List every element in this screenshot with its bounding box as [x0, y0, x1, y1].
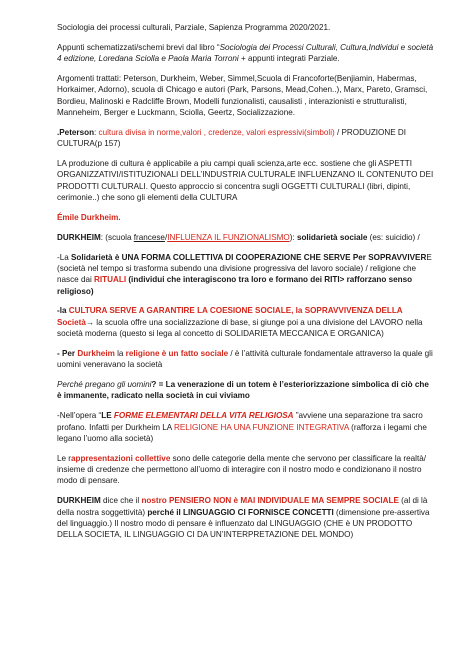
text-run: ): — [289, 232, 297, 242]
durkheim-label: DURKHEIM — [57, 496, 101, 506]
text-run: -La — [57, 252, 72, 262]
influence-functionalism: INFLUENZA IL FUNZIONALISMO — [167, 232, 290, 242]
source-intro: Appunti schematizzati/schemi brevi dal libro “ — [57, 42, 220, 52]
culture-cohesion: CULTURA SERVE A GARANTIRE LA COESIONE SOCIALE, la SOPRAVVIVENZA DELLA Società — [57, 306, 403, 327]
text-run: / è l’attività culturale fondamentale attraverso la quale gli uomini veneravano la società — [57, 348, 433, 370]
text-run: : (scuola — [100, 232, 134, 242]
text-run: la — [114, 348, 126, 358]
peterson-production: / PRODUZIONE DI CULTURA(p 157) — [57, 127, 407, 149]
production-text: LA produzione di cultura è applicabile a piu campi quali scienza,arte ecc. sostiene che gli ASPETTI ORGANIZZATIVI/ISTITUZIONALI DELL’INDUSTRIA CULTURALE INFLUENZANO IL CONTENUTO DEI PRODOTTI CULTURALI. Questo approccio si concentra sugli OGGETTI CULTURALI (libri, dipinti, cerimonie..) che sono gli elementi della CULTURA — [57, 159, 434, 202]
paragraph-topics — [57, 73, 434, 118]
text-run: E (società nel tempo si trasforma subendo una divisione progressiva del lavoro sociale) / religione che nasce dai — [57, 252, 432, 285]
text-run: dice che il — [100, 496, 142, 506]
collective-representations: appresentazioni collettive — [71, 453, 171, 463]
rituals: RITUALI — [94, 275, 127, 285]
text-run: (dimensione pre-assertiva del linguaggio.) Il nostro modo di pensare è influenzato dal LINGUAGGIO (CHE è UN PRODOTTO DELLA SOCIETA, IL LINGUAGGIO CI DA UN’INTERPRETAZIONE DEL MONDO) — [57, 507, 430, 540]
paragraph-durkheim-school — [57, 232, 434, 243]
paragraph-production — [57, 158, 434, 203]
paragraph-durkheim-heading — [57, 212, 434, 223]
peterson-heading: .Peterson — [57, 127, 95, 137]
text-run: -Nell’opera “ — [57, 411, 102, 421]
separator: : — [94, 127, 99, 137]
course-title: Sociologia dei processi culturali, Parziale, Sapienza Programma 2020/2021. — [57, 23, 331, 32]
paragraph-language — [57, 495, 434, 540]
work-title: FORME ELEMENTARI DELLA VITA RELIGIOSA — [113, 411, 294, 421]
text-run: Le r — [57, 453, 72, 463]
paragraph-representations — [57, 453, 434, 487]
text-run: -la — [57, 306, 69, 316]
social-solidarity: solidarietà sociale — [296, 232, 368, 242]
durkheim-heading: Émile Durkheim. — [57, 212, 121, 222]
school-french: francese — [133, 232, 165, 242]
language-concepts: perché il LINGUAGGIO CI FORNISCE CONCETTI — [147, 507, 334, 517]
text-run: LE — [101, 411, 114, 421]
paragraph-totem — [57, 379, 434, 402]
text-run: la scuola offre una socializzazione di base, si giunge poi a una divisione del LAVORO nella società moderna (questo si lega al concetto di SOLIDARIETA MECCANICA E ORGANICA) — [57, 317, 423, 338]
paragraph-religion — [57, 348, 434, 371]
totem-explanation: ? = La venerazione di un totem è l’esteriorizzazione simbolica di ciò che è immanente, radicato nella società in cui viviamo — [57, 380, 429, 401]
arrow-icon: → — [85, 317, 95, 327]
text-run: / — [164, 232, 168, 242]
paragraph-source — [57, 42, 434, 65]
paragraph-solidarity — [57, 252, 434, 297]
durkheim-label: DURKHEIM — [57, 232, 101, 242]
rituals-explanation: (individui che interagiscono tra loro e formano dei RITI> rafforzano senso religioso) — [57, 275, 413, 296]
paragraph-peterson — [57, 127, 434, 150]
source-note: + appunti integrati Parziale. — [238, 54, 340, 64]
paragraph-title — [57, 22, 434, 33]
solidarity-definition: Solidarietà è UNA FORMA COLLETTIVA DI COOPERAZIONE CHE SERVE Per SOPRAVVIVER — [71, 252, 427, 262]
thought-social: nostro PENSIERO NON è MAI INDIVIDUALE MA SEMPRE SOCIALE — [141, 496, 399, 506]
text-run: ”avviene una separazione tra sacro profano. Infatti per Durkheim LA — [57, 411, 423, 432]
text-run: - Per — [57, 348, 78, 358]
question-why-pray: Perché pregano gli uomini — [57, 380, 152, 390]
text-run: sono delle categorie della mente che servono per classificare la realtà/ insieme di credenze che permettono all’uomo di interagire con il nostro modo e condizionano il nostro modo di pensare. — [57, 453, 426, 486]
durkheim-name: Durkheim — [77, 348, 115, 358]
religion-integrative: RELIGIONE HA UNA FUNZIONE INTEGRATIVA — [173, 422, 349, 432]
topics-list: Argomenti trattati: Peterson, Durkheim, Weber, Simmel,Scuola di Francoforte(Benjiamin, Habermas, Horkaimer, Adorno), scuola di Chicago e autori (Park, Parsons, Mead,Cohen..), Marx, Pareto, Gramsci, Bordieu, Malinoski e Radcliffe Brown, Modelli funzionalisti, causalisti , interazionisti e strutturalisti, Manneheim, Berger e Luckmann, Sciolla, Geertz, Socializzazione. — [57, 74, 428, 117]
paragraph-forms — [57, 410, 434, 444]
religion-social-fact: religione è un fatto sociale — [125, 348, 229, 358]
text-run: (es: suicidio) / — [367, 232, 420, 242]
paragraph-culture-cohesion — [57, 305, 434, 339]
text-run: (al di là della nostra soggettività) — [57, 496, 428, 517]
peterson-culture-definition: cultura divisa in norme,valori , credenze, valori espressivi(simboli) — [98, 127, 335, 137]
book-title: Sociologia dei Processi Culturali, Cultura,Individui e società 4 edizione, Loredana Sciolla e Paola Maria Torroni — [57, 42, 434, 64]
text-run: (rafforza i legami che legano l’uomo alla società) — [57, 422, 427, 443]
